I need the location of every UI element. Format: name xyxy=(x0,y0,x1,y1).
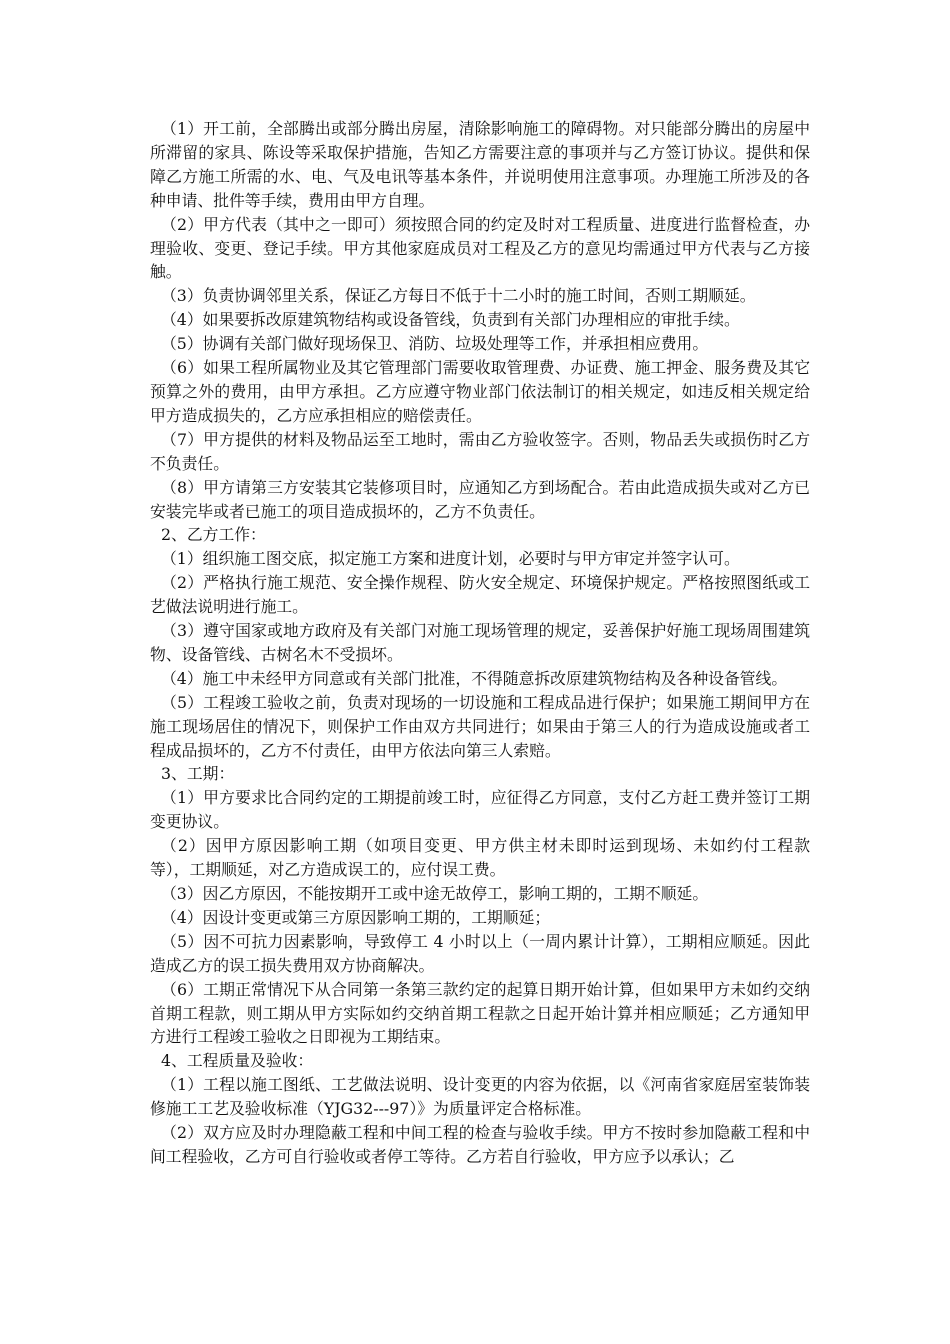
paragraph: （2）双方应及时办理隐蔽工程和中间工程的检查与验收手续。甲方不按时参加隐蔽工程和中间工程验收，乙方可自行验收或者停工等待。乙方若自行验收，甲方应予以承认；乙 xyxy=(150,1123,810,1166)
paragraph: （3）因乙方原因，不能按期开工或中途无故停工，影响工期的，工期不顺延。 xyxy=(161,884,709,903)
paragraph: （2）严格执行施工规范、安全操作规程、防火安全规定、环境保护规定。严格按照图纸或工艺做法说明进行施工。 xyxy=(150,573,810,617)
paragraph: （2）因甲方原因影响工期（如项目变更、甲方供主材未即时运到现场、未如约付工程款等），工期顺延，对乙方造成误工的，应付误工费。 xyxy=(150,836,810,880)
section-heading: 3、工期： xyxy=(161,764,235,784)
paragraph: （1）甲方要求比合同约定的工期提前竣工时，应征得乙方同意，支付乙方赶工费并签订工期变更协议。 xyxy=(150,788,810,832)
paragraph: （8）甲方请第三方安装其它装修项目时，应通知乙方到场配合。若由此造成损失或对乙方已安装完毕或者已施工的项目造成损坏的，乙方不负责任。 xyxy=(150,477,810,521)
paragraph: （1）开工前，全部腾出或部分腾出房屋，清除影响施工的障碍物。对只能部分腾出的房屋中所滞留的家具、陈设等采取保护措施，告知乙方需要注意的事项并与乙方签订协议。提供和保障乙方施工所需的水、电、气及电讯等基本条件，并说明使用注意事项。办理施工所涉及的各种申请、批件等手续，费用由甲方自理。 xyxy=(150,119,810,210)
paragraph: （5）工程竣工验收之前，负责对现场的一切设施和工程成品进行保护；如果施工期间甲方在施工现场居住的情况下，则保护工作由双方共同进行；如果由于第三人的行为造成设施或者工程成品损坏的，乙方不付责任，由甲方依法向第三人索赔。 xyxy=(150,692,810,760)
paragraph: （6）工期正常情况下从合同第一条第三款约定的起算日期开始计算，但如果甲方未如约交纳首期工程款，则工期从甲方实际如约交纳首期工程款之日起开始计算并相应顺延；乙方通知甲方进行工程竣工验收之日即视为工期结束。 xyxy=(150,979,810,1047)
paragraph: （5）协调有关部门做好现场保卫、消防、垃圾处理等工作，并承担相应费用。 xyxy=(161,334,709,354)
paragraph: （4）施工中未经甲方同意或有关部门批准，不得随意拆改原建筑物结构及各种设备管线。 xyxy=(161,668,788,688)
paragraph: （7）甲方提供的材料及物品运至工地时，需由乙方验收签字。否则，物品丢失或损伤时乙方不负责任。 xyxy=(150,429,810,473)
paragraph: （1）工程以施工图纸、工艺做法说明、设计变更的内容为依据，以《河南省家庭居室装饰装修施工工艺及验收标准（YJG32---97）》为质量评定合格标准。 xyxy=(150,1075,810,1119)
paragraph: （6）如果工程所属物业及其它管理部门需要收取管理费、办证费、施工押金、服务费及其它预算之外的费用，由甲方承担。乙方应遵守物业部门依法制订的相关规定，如违反相关规定给甲方造成损失的，乙方应承担相应的赔偿责任。 xyxy=(150,358,810,425)
document-body xyxy=(150,117,810,1169)
section-heading: 2、乙方工作： xyxy=(161,525,266,545)
paragraph: （3）负责协调邻里关系，保证乙方每日不低于十二小时的施工时间，否则工期顺延。 xyxy=(161,286,756,306)
paragraph: （3）遵守国家或地方政府及有关部门对施工现场管理的规定，妥善保护好施工现场周围建筑物、设备管线、古树名木不受损坏。 xyxy=(150,621,810,664)
paragraph: （5）因不可抗力因素影响，导致停工 4 小时以上（一周内累计计算），工期相应顺延。因此造成乙方的误工损失费用双方协商解决。 xyxy=(150,931,810,975)
paragraph: （4）因设计变更或第三方原因影响工期的，工期顺延； xyxy=(161,907,551,927)
section-heading: 4、工程质量及验收： xyxy=(161,1051,314,1071)
paragraph: （2）甲方代表（其中之一即可）须按照合同的约定及时对工程质量、进度进行监督检查，办理验收、变更、登记手续。甲方其他家庭成员对工程及乙方的意见均需通过甲方代表与乙方接触。 xyxy=(150,214,810,282)
paragraph: （1）组织施工图交底，拟定施工方案和进度计划，必要时与甲方审定并签字认可。 xyxy=(161,549,740,569)
paragraph: （4）如果要拆改原建筑物结构或设备管线，负责到有关部门办理相应的审批手续。 xyxy=(161,310,740,330)
